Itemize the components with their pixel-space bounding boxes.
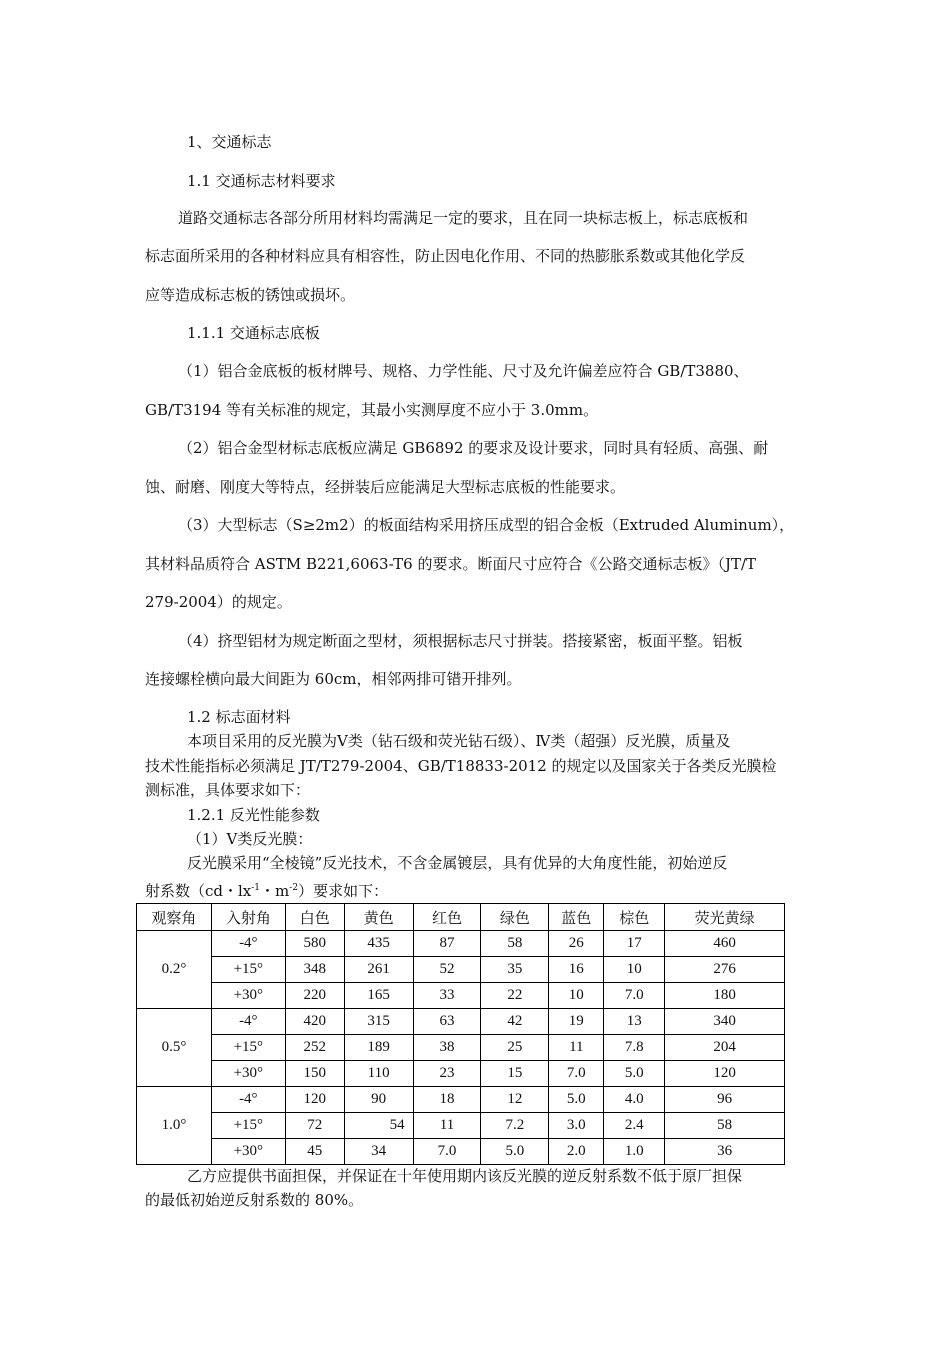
retroreflection-table [136, 903, 785, 1165]
table-cell: 315 [344, 1009, 413, 1035]
header-green: 绿色 [481, 904, 549, 931]
item-2-line-1: （2）铝合金型材标志底板应满足 GB6892 的要求及设计要求，同时具有轻质、高强、耐 [178, 439, 769, 457]
header-brown: 棕色 [604, 904, 665, 931]
table-cell: 35 [481, 957, 549, 983]
table-row [137, 1087, 785, 1113]
table-cell: 10 [604, 957, 665, 983]
table-cell: 150 [285, 1061, 344, 1087]
header-red: 红色 [413, 904, 481, 931]
table-cell: 34 [344, 1139, 413, 1165]
observation-angle-cell: 1.0° [137, 1087, 212, 1165]
table-cell: 38 [413, 1035, 481, 1061]
table-cell: 7.0 [604, 983, 665, 1009]
header-yellow: 黄色 [344, 904, 413, 931]
header-blue: 蓝色 [549, 904, 604, 931]
heading-1-1: 1.1 交通标志材料要求 [187, 172, 336, 190]
table-cell: 120 [285, 1087, 344, 1113]
paragraph-2-line-2: 技术性能指标必须满足 JT/T279-2004、GB/T18833-2012 的规定以及国家关于各类反光膜检 [145, 757, 777, 775]
table-cell: 189 [344, 1035, 413, 1061]
paragraph-1-line-1: 道路交通标志各部分所用材料均需满足一定的要求，且在同一块标志板上，标志底板和 [178, 209, 749, 227]
table-cell: 2.4 [604, 1113, 665, 1139]
paragraph-1-line-2: 标志面所采用的各种材料应具有相容性，防止因电化作用、不同的热膨胀系数或其他化学反 [145, 247, 746, 265]
unit-exponent-2: -2 [289, 883, 299, 893]
table-row [137, 1139, 785, 1165]
table-cell: 15 [481, 1061, 549, 1087]
header-incidence-angle: 入射角 [211, 904, 285, 931]
table-cell: 5.0 [604, 1061, 665, 1087]
table-cell: 23 [413, 1061, 481, 1087]
paragraph-1-line-3: 应等造成标志板的锈蚀或损坏。 [145, 286, 356, 304]
table-cell: 25 [481, 1035, 549, 1061]
table-cell: 87 [413, 931, 481, 957]
table-cell: 7.0 [413, 1139, 481, 1165]
table-row [137, 1061, 785, 1087]
paragraph-4-line-1: 乙方应提供书面担保，并保证在十年使用期内该反光膜的逆反射系数不低于原厂担保 [187, 1167, 743, 1185]
table-cell: 204 [665, 1035, 785, 1061]
heading-1: 1、交通标志 [187, 133, 272, 151]
table-cell: 33 [413, 983, 481, 1009]
table-row [137, 983, 785, 1009]
table-cell: +15° [211, 1113, 285, 1139]
paragraph-4-line-2: 的最低初始逆反射系数的 80%。 [145, 1191, 364, 1209]
header-white: 白色 [285, 904, 344, 931]
table-row [137, 931, 785, 957]
table-cell: 63 [413, 1009, 481, 1035]
table-cell: 58 [481, 931, 549, 957]
paragraph-2-line-1: 本项目采用的反光膜为Ⅴ类（钻石级和荧光钻石级）、Ⅳ类（超强）反光膜，质量及 [187, 732, 731, 750]
table-cell: +30° [211, 1139, 285, 1165]
item-4-line-2: 连接螺栓横向最大间距为 60cm，相邻两排可错开排列。 [145, 670, 522, 688]
table-cell: 7.0 [549, 1061, 604, 1087]
observation-angle-cell: 0.2° [137, 931, 212, 1009]
table-cell: 580 [285, 931, 344, 957]
table-cell: 348 [285, 957, 344, 983]
observation-angle-cell: 0.5° [137, 1009, 212, 1087]
table-cell: 13 [604, 1009, 665, 1035]
unit-prefix: 射系数（cd・lx [145, 882, 252, 900]
table-cell: +30° [211, 983, 285, 1009]
table-cell: 276 [665, 957, 785, 983]
table-cell: 165 [344, 983, 413, 1009]
table-header-row [137, 904, 785, 931]
table-cell: 17 [604, 931, 665, 957]
table-cell: 420 [285, 1009, 344, 1035]
table-cell: 36 [665, 1139, 785, 1165]
paragraph-3-line-2 [145, 878, 388, 901]
table-cell: 19 [549, 1009, 604, 1035]
item-3-line-2: 其材料品质符合 ASTM B221,6063-T6 的要求。断面尺寸应符合《公路交通标志板》（JT/T [145, 555, 757, 573]
table-row [137, 1113, 785, 1139]
table-row [137, 1035, 785, 1061]
table-cell: +30° [211, 1061, 285, 1087]
table-cell: 18 [413, 1087, 481, 1113]
table-cell: 52 [413, 957, 481, 983]
table-cell: 435 [344, 931, 413, 957]
table-cell: 16 [549, 957, 604, 983]
table-row [137, 957, 785, 983]
table-cell: 2.0 [549, 1139, 604, 1165]
table-cell: 220 [285, 983, 344, 1009]
table-cell: 54 [344, 1113, 413, 1139]
table-cell: 22 [481, 983, 549, 1009]
item-3-line-3: 279-2004）的规定。 [145, 593, 292, 611]
table-cell: 10 [549, 983, 604, 1009]
table-cell: 58 [665, 1113, 785, 1139]
table-cell: 1.0 [604, 1139, 665, 1165]
table-cell: 45 [285, 1139, 344, 1165]
table-cell: 11 [549, 1035, 604, 1061]
table-cell: -4° [211, 931, 285, 957]
item-4-line-1: （4）挤型铝材为规定断面之型材，须根据标志尺寸拼装。搭接紧密，板面平整。铝板 [178, 632, 743, 650]
table-cell: 42 [481, 1009, 549, 1035]
table-cell: +15° [211, 1035, 285, 1061]
table-cell: 12 [481, 1087, 549, 1113]
item-3-line-1: （3）大型标志（S≥2m2）的板面结构采用挤压成型的铝合金板（Extruded Aluminum）， [178, 516, 795, 534]
item-2-line-2: 蚀、耐磨、刚度大等特点，经拼装后应能满足大型标志底板的性能要求。 [145, 478, 626, 496]
table-cell: +15° [211, 957, 285, 983]
item-1-line-1: （1）铝合金底板的板材牌号、规格、力学性能、尺寸及允许偏差应符合 GB/T3880、 [178, 362, 749, 380]
subheading-class-5-film: （1）Ⅴ类反光膜： [187, 830, 313, 848]
paragraph-2-line-3: 测标准，具体要求如下： [145, 781, 311, 799]
header-observation-angle: 观察角 [137, 904, 212, 931]
heading-1-1-1: 1.1.1 交通标志底板 [187, 324, 320, 342]
table-cell: 90 [344, 1087, 413, 1113]
table-cell: 7.2 [481, 1113, 549, 1139]
table-cell: 3.0 [549, 1113, 604, 1139]
unit-exponent-1: -1 [251, 883, 261, 893]
table-cell: -4° [211, 1087, 285, 1113]
table-row [137, 1009, 785, 1035]
table-cell: 252 [285, 1035, 344, 1061]
heading-1-2: 1.2 标志面材料 [187, 708, 291, 726]
table-cell: -4° [211, 1009, 285, 1035]
table-cell: 120 [665, 1061, 785, 1087]
table-cell: 460 [665, 931, 785, 957]
table-cell: 26 [549, 931, 604, 957]
table-cell: 96 [665, 1087, 785, 1113]
unit-suffix: ）要求如下： [298, 882, 389, 900]
table-cell: 4.0 [604, 1087, 665, 1113]
unit-middle: ・m [260, 882, 290, 900]
table-cell: 5.0 [481, 1139, 549, 1165]
table-cell: 261 [344, 957, 413, 983]
table-cell: 340 [665, 1009, 785, 1035]
table-cell: 5.0 [549, 1087, 604, 1113]
item-1-line-2: GB/T3194 等有关标准的规定，其最小实测厚度不应小于 3.0mm。 [145, 401, 599, 419]
table-cell: 180 [665, 983, 785, 1009]
heading-1-2-1: 1.2.1 反光性能参数 [187, 806, 320, 824]
table-cell: 7.8 [604, 1035, 665, 1061]
table-cell: 72 [285, 1113, 344, 1139]
table-cell: 11 [413, 1113, 481, 1139]
paragraph-3-line-1: 反光膜采用“全棱镜”反光技术，不含金属镀层，具有优异的大角度性能，初始逆反 [187, 854, 728, 872]
header-fluorescent-yellow-green: 荧光黄绿 [665, 904, 785, 931]
table-cell: 110 [344, 1061, 413, 1087]
